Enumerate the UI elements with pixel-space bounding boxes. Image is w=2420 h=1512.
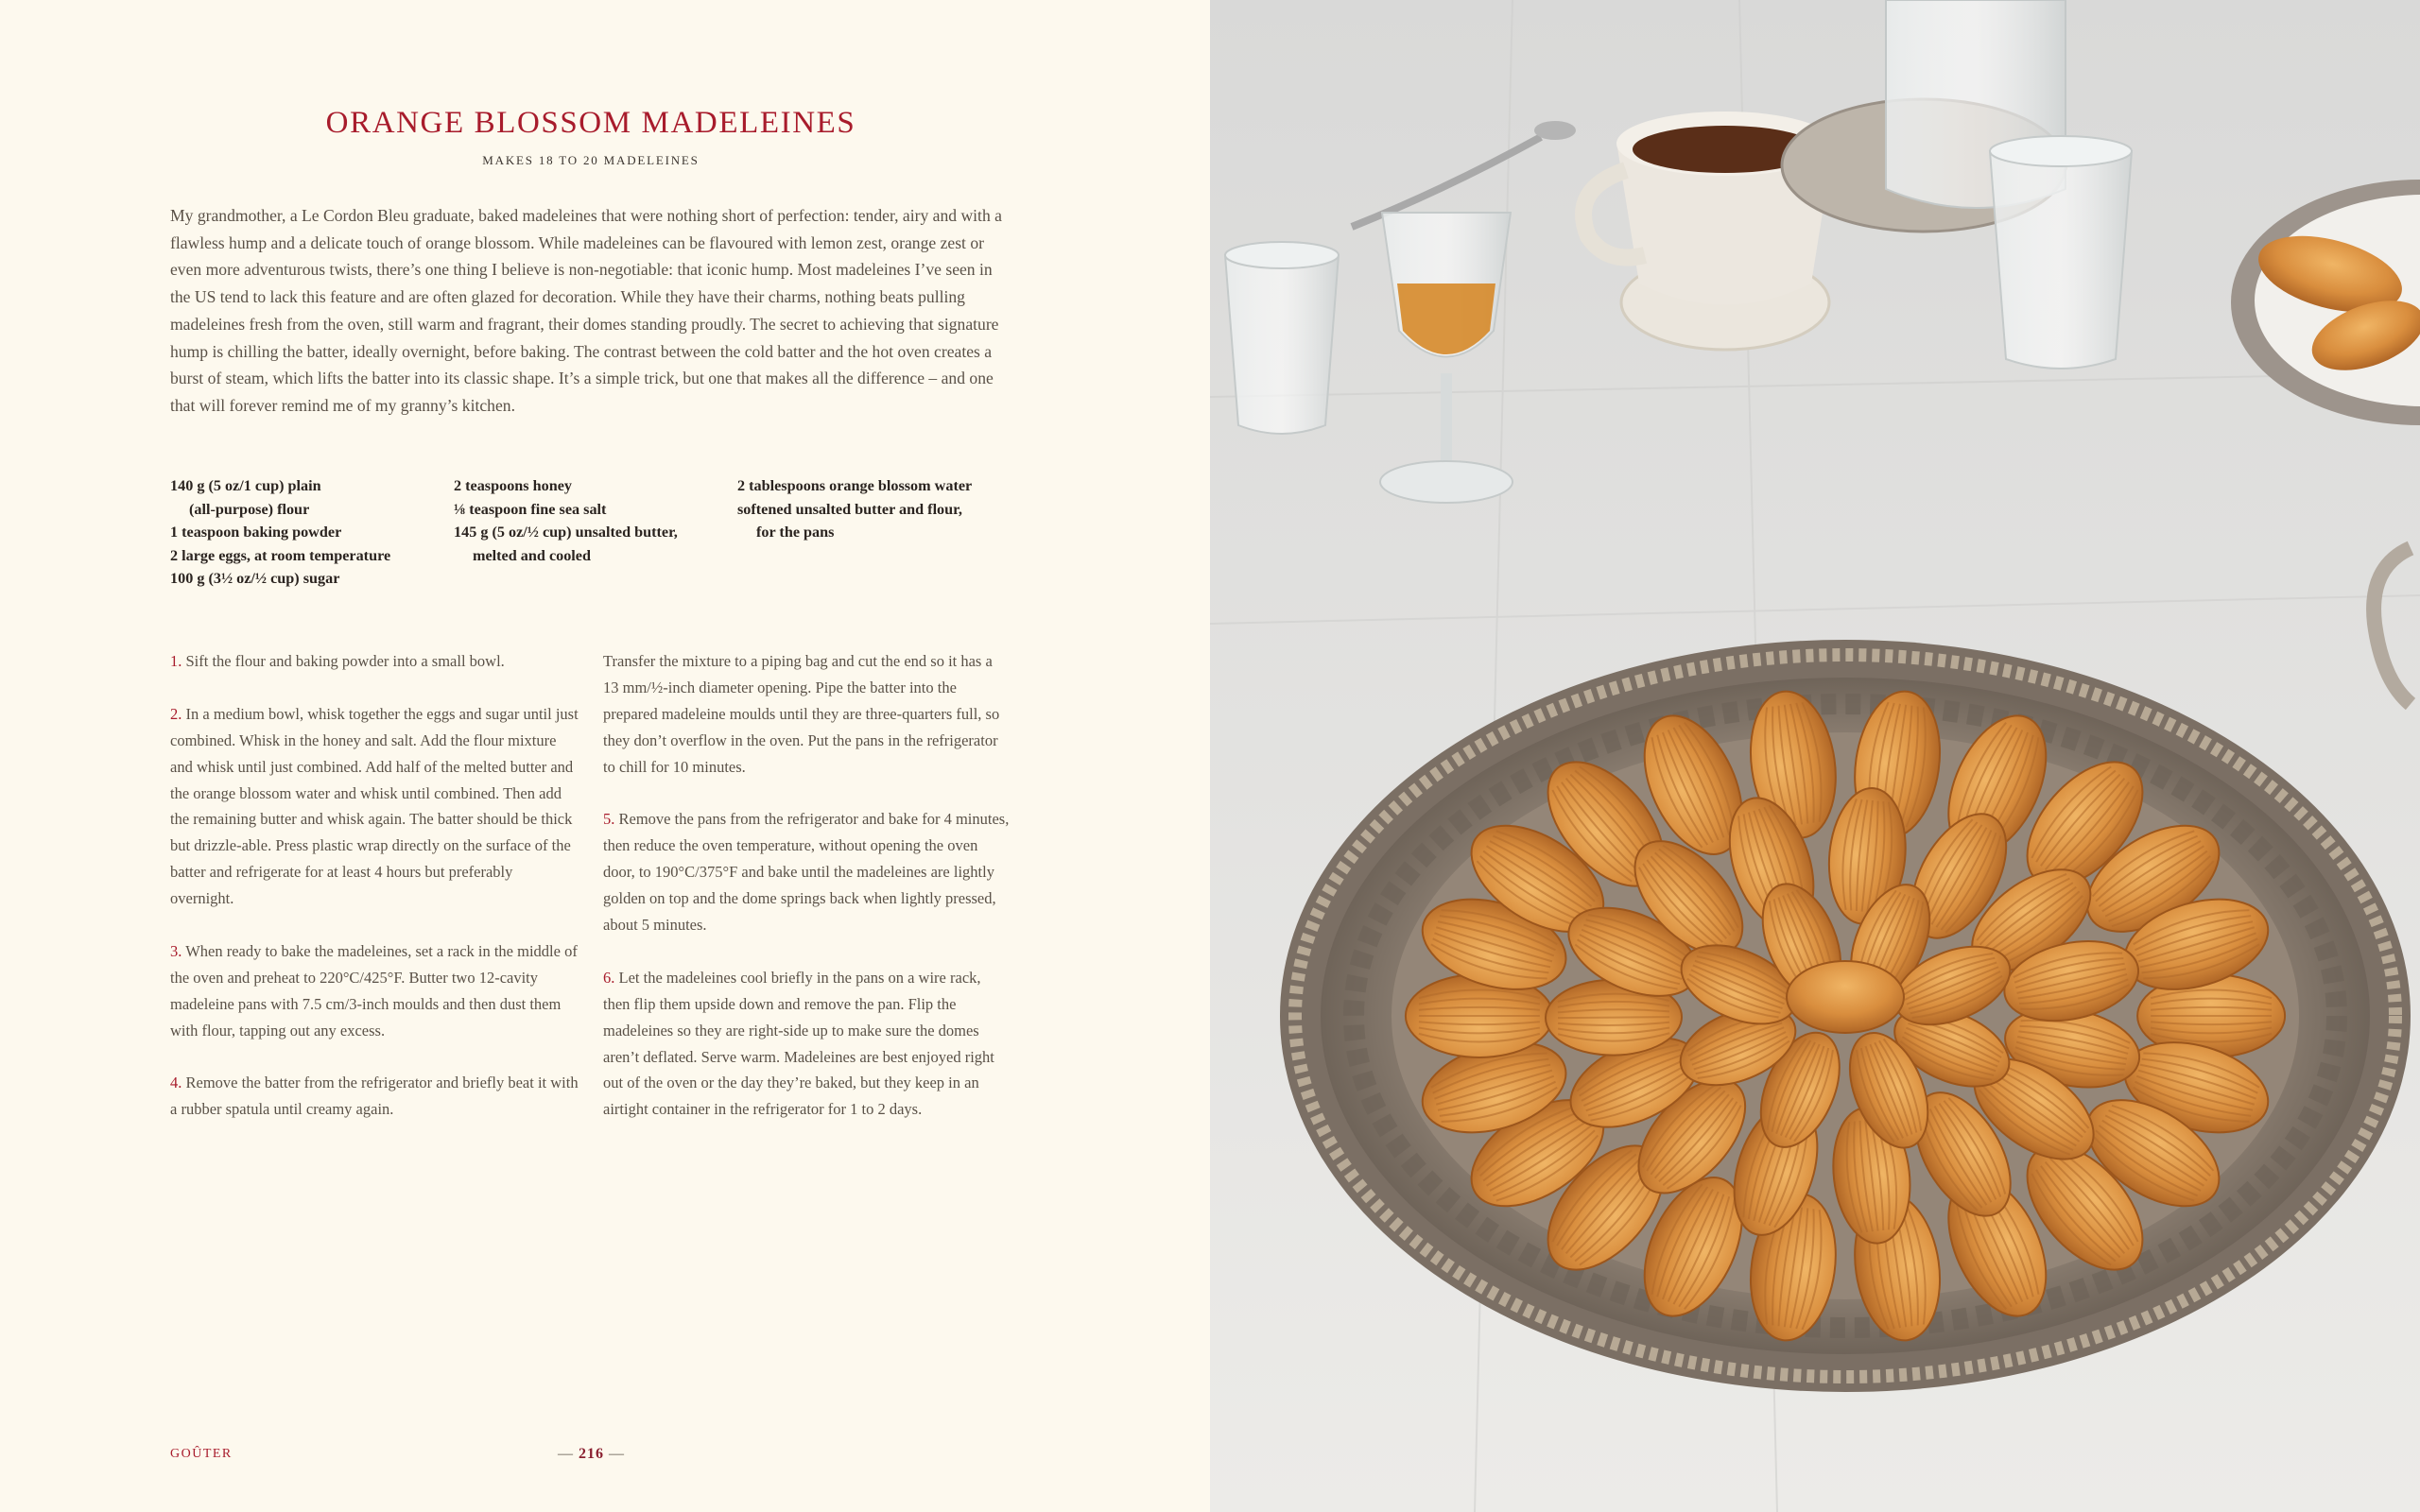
small-glass-icon [1990, 136, 2132, 369]
step-number: 6. [603, 968, 615, 987]
water-glass-icon [1225, 242, 1339, 434]
step-number: 3. [170, 941, 182, 960]
ingredient: 2 teaspoons honey [454, 477, 573, 494]
step-text: Transfer the mixture to a piping bag and cut the end so it has a 13 mm/½-inch diameter opening. Pipe the batter into the prepared madeleine moulds until they are three-quarters full, so they don’t overflow in the oven. Put the pans in the refrigerator to chill for 10 minutes. [603, 652, 1000, 776]
method-step [603, 806, 1011, 938]
method-step [170, 938, 579, 1044]
step-text: When ready to bake the madeleines, set a rack in the middle of the oven and preheat to 220°C/425°F. Butter two 12-cavity madeleine pans with 7.5 cm/3-inch moulds and then dust them with flour, tapping out any excess. [170, 941, 578, 1040]
method-step [170, 701, 579, 912]
recipe-title: ORANGE BLOSSOM MADELEINES [325, 106, 856, 140]
madeleine [1787, 961, 1904, 1033]
step-text: Sift the flour and baking powder into a small bowl. [185, 652, 505, 670]
ingredient: ⅛ teaspoon fine sea salt [454, 500, 607, 518]
step-text: Remove the pans from the refrigerator and bake for 4 minutes, then reduce the oven temperature, without opening the oven door, to 190°C/375°F and bake until the madeleines are lightly golden on top and the dome springs back when lightly pressed, about 5 minutes. [603, 810, 1010, 935]
recipe-intro [170, 202, 1011, 420]
ingredient: 2 large eggs, at room temperature [170, 546, 391, 564]
method-step-continued [603, 648, 1011, 781]
step-number: 1. [170, 652, 182, 670]
ingredients-list [170, 474, 1021, 591]
footer-section-name: GOÛTER [170, 1447, 233, 1461]
ingredients-column-2 [454, 474, 737, 591]
step-number: 5. [603, 810, 615, 829]
step-number: 2. [170, 704, 182, 723]
page-dash: — [604, 1446, 625, 1462]
step-text: Let the madeleines cool briefly in the pans on a wire rack, then flip them upside down and remove the pan. Flip the madeleines so they are right-side up to make sure the domes aren’t deflated. Serve warm. Madeleines are best enjoyed right out of the oven or the day they’re baked, but they keep in an airtight container in the refrigerator for 1 to 2 days. [603, 968, 994, 1119]
method-step [170, 648, 579, 675]
method-step [170, 1070, 579, 1123]
ingredient: 145 g (5 oz/½ cup) unsalted butter, [454, 524, 678, 541]
ingredient: 2 tablespoons orange blossom water [737, 477, 973, 494]
page-dash: — [558, 1446, 579, 1462]
step-text: In a medium bowl, whisk together the eggs and sugar until just combined. Whisk in the honey and salt. Add the flour mixture and whisk until just combined. Add half of the melted butter and the orange blossom water and whisk until combined. Then add the remaining butter and whisk again. The batter should be thick but drizzle-able. Press plastic wrap directly on the surface of the batter and refrigerate for at least 4 hours but preferably overnight. [170, 704, 579, 908]
step-text: Remove the batter from the refrigerator and briefly beat it with a rubber spatula until creamy again. [170, 1074, 579, 1119]
spoon-bowl [1534, 121, 1576, 140]
step-number: 4. [170, 1074, 182, 1092]
madeleines-illustration [1210, 0, 2420, 1512]
madeleines-photo [1210, 0, 2420, 1512]
ingredient: (all-purpose) flour [189, 500, 310, 518]
page-number-value: 216 [579, 1446, 604, 1462]
recipe-yield: MAKES 18 TO 20 MADELEINES [482, 153, 700, 167]
method-column-2 [603, 648, 1011, 1149]
ingredient: 1 teaspoon baking powder [170, 524, 342, 541]
method-step [603, 965, 1011, 1123]
intro-paragraph: My grandmother, a Le Cordon Bleu graduate, baked madeleines that were nothing short of perfection: tender, airy and with a flawless hump and a delicate touch of orange blossom. While madeleines can be flavoured with lemon zest, orange zest or even more adventurous twists, there’s one thing I believe is non-negotiable: that iconic hump. Most madeleines I’ve seen in the US tend to lack this feature and are often glazed for decoration. While they have their charms, nothing beats pulling madeleines fresh from the oven, still warm and fragrant, their domes standing proudly. The secret to achieving that signature hump is chilling the batter, ideally overnight, before baking. The contrast between the cold batter and the hot oven creates a burst of steam, which lifts the batter into its classic shape. It’s a simple trick, but one that makes all the difference – and one that will forever remind me of my granny’s kitchen. [170, 206, 1002, 415]
ingredient: 140 g (5 oz/1 cup) plain [170, 477, 321, 494]
ingredient: 100 g (3½ oz/½ cup) sugar [170, 570, 340, 588]
ingredient: for the pans [756, 524, 835, 541]
page-number [558, 1446, 625, 1463]
ingredient: melted and cooled [473, 546, 591, 564]
ingredient: softened unsalted butter and flour, [737, 500, 962, 518]
ingredients-column-3 [737, 474, 1021, 591]
method-column-1 [170, 648, 579, 1149]
ingredients-column-1 [170, 474, 454, 591]
